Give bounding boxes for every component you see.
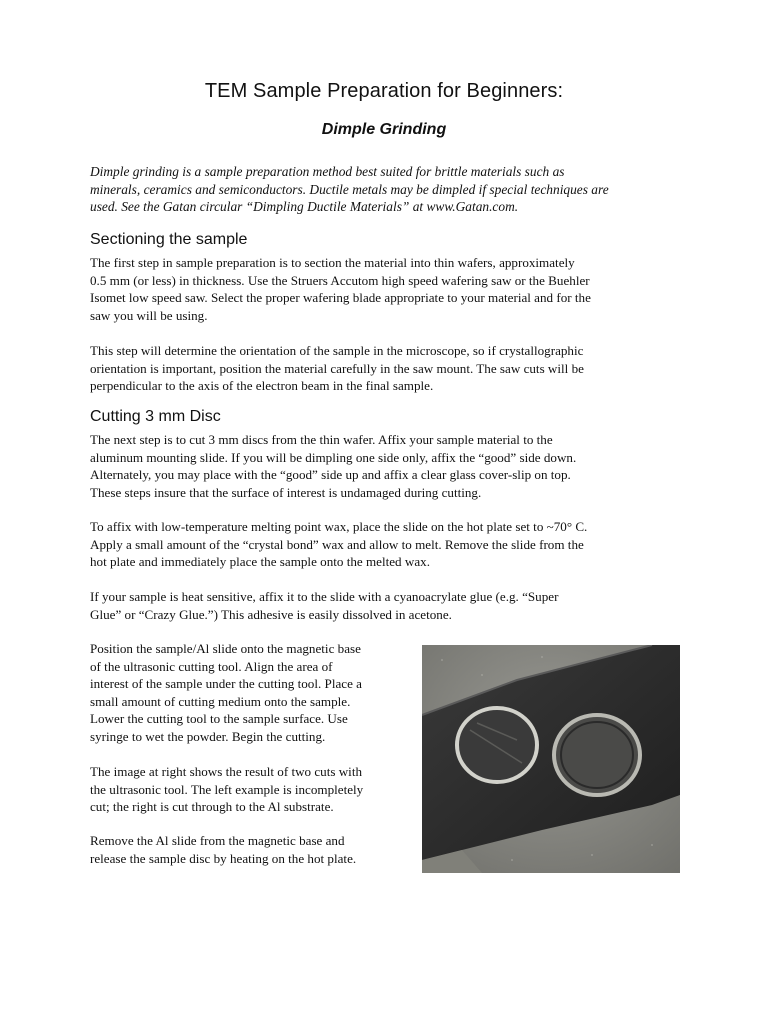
text-line: Remove the Al slide from the magnetic base and: [90, 833, 345, 848]
paragraph: [90, 431, 676, 501]
text-line: 0.5 mm (or less) in thickness. Use the Struers Accutom high speed wafering saw or the Buehler: [90, 272, 590, 288]
intro-line: Dimple grinding is a sample preparation method best suited for brittle materials such as: [90, 164, 565, 179]
intro-paragraph: [90, 163, 688, 216]
text-line: Glue” or “Crazy Glue.”) This adhesive is easily dissolved in acetone.: [90, 606, 452, 622]
text-line: If your sample is heat sensitive, affix it to the slide with a cyanoacrylate glue (e.g. “Super: [90, 589, 559, 604]
paragraph: [90, 342, 676, 395]
text-line: Isomet low speed saw. Select the proper wafering blade appropriate to your material and for the: [90, 290, 591, 306]
text-line: These steps insure that the surface of interest is undamaged during cutting.: [90, 484, 482, 500]
paragraph: [90, 518, 676, 571]
paragraph: [90, 832, 412, 867]
text-line: perpendicular to the axis of the electron beam in the final sample.: [90, 378, 434, 394]
text-line: syringe to wet the powder. Begin the cutting.: [90, 728, 326, 744]
text-line: small amount of cutting medium onto the sample.: [90, 693, 351, 709]
paragraph: [90, 763, 412, 816]
text-line: the ultrasonic tool. The left example is incompletely: [90, 781, 364, 797]
text-line: saw you will be using.: [90, 307, 208, 323]
text-line: Alternately, you may place with the “good” side up and affix a clear glass cover-slip on top.: [90, 467, 571, 483]
text-line: release the sample disc by heating on the hot plate.: [90, 850, 357, 866]
text-line: orientation is important, position the material carefully in the saw mount. The saw cuts will be: [90, 360, 584, 376]
document-title: TEM Sample Preparation for Beginners:: [204, 80, 564, 102]
text-line: Apply a small amount of the “crystal bond” wax and allow to melt. Remove the slide from the: [90, 536, 584, 552]
paragraph: [90, 254, 676, 324]
text-line: The image at right shows the result of two cuts with: [90, 764, 363, 779]
right-cut-ring: [554, 715, 640, 795]
text-line: To affix with low-temperature melting point wax, place the slide on the hot plate set to ~70° C.: [90, 519, 588, 534]
text-line: aluminum mounting slide. If you will be dimpling one side only, affix the “good” side down.: [90, 449, 577, 465]
text-line: The first step in sample preparation is to section the material into thin wafers, approximately: [90, 255, 575, 270]
text-line: interest of the sample under the cutting tool. Place a: [90, 676, 362, 692]
intro-line: used. See the Gatan circular “Dimpling Ductile Materials” at www.Gatan.com.: [90, 199, 519, 214]
paragraph: [90, 640, 412, 746]
document-subtitle: Dimple Grinding: [321, 121, 447, 138]
text-line: This step will determine the orientation of the sample in the microscope, so if crystallographic: [90, 343, 584, 358]
paragraph: [90, 588, 676, 623]
section-heading-cutting-disc: Cutting 3 mm Disc: [90, 408, 221, 425]
text-line: Position the sample/Al slide onto the magnetic base: [90, 641, 361, 656]
section-heading-sectioning: Sectioning the sample: [90, 231, 248, 248]
left-cut-ring: [457, 708, 537, 782]
intro-line: minerals, ceramics and semiconductors. Ductile metals may be dimpled if special techniques are: [90, 181, 609, 197]
text-line: of the ultrasonic cutting tool. Align the area of: [90, 658, 333, 674]
text-line: cut; the right is cut through to the Al substrate.: [90, 799, 334, 815]
text-line: Lower the cutting tool to the sample surface. Use: [90, 711, 348, 727]
text-line: The next step is to cut 3 mm discs from the thin wafer. Affix your sample material to the: [90, 432, 553, 447]
text-line: hot plate and immediately place the sample onto the melted wax.: [90, 554, 430, 570]
ultrasonic-cut-sample-photo: [422, 645, 680, 873]
